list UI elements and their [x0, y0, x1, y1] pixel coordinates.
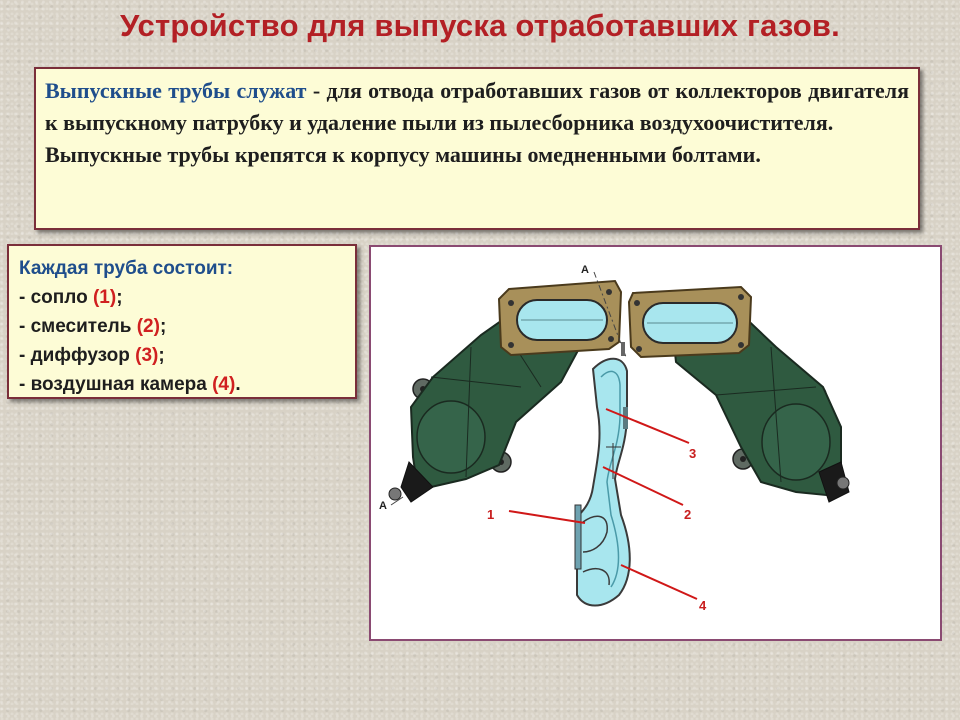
callout-label-4: 4 — [699, 598, 707, 613]
exhaust-pipe-figure — [369, 245, 942, 641]
callout-line-1 — [509, 511, 585, 523]
section-label-left: А — [379, 500, 387, 512]
slide-title: Устройство для выпуска отработавших газов. — [120, 8, 840, 43]
callout-line-4 — [621, 565, 697, 599]
part-item: - диффузор (3); — [19, 345, 165, 366]
parts-box — [7, 244, 357, 399]
part-item: - сопло (1); — [19, 287, 123, 308]
part-item: - смеситель (2); — [19, 316, 167, 337]
parts-heading: Каждая труба состоит: — [19, 258, 234, 279]
exhaust-pipe-drawing — [371, 247, 940, 639]
callout-label-1: 1 — [487, 507, 495, 522]
section-label-top: А — [581, 264, 589, 276]
description-term: Выпускные трубы служат — [45, 78, 307, 103]
description-paragraph-1 — [45, 75, 909, 139]
callout-label-2: 2 — [684, 507, 692, 522]
description-text: - для отвода отработавших газов от коллекторов двигателя к выпускному патрубку и удаление пыли из пылесборника воздухоочистителя. — [45, 78, 909, 135]
callout-label-3: 3 — [689, 446, 697, 461]
description-paragraph-2: Выпускные трубы крепятся к корпусу машины омедненными болтами. — [45, 142, 761, 167]
right-exhaust-pipe — [629, 287, 849, 502]
description-box — [34, 67, 920, 230]
part-item: - воздушная камера (4). — [19, 374, 241, 395]
left-exhaust-pipe — [389, 281, 621, 502]
